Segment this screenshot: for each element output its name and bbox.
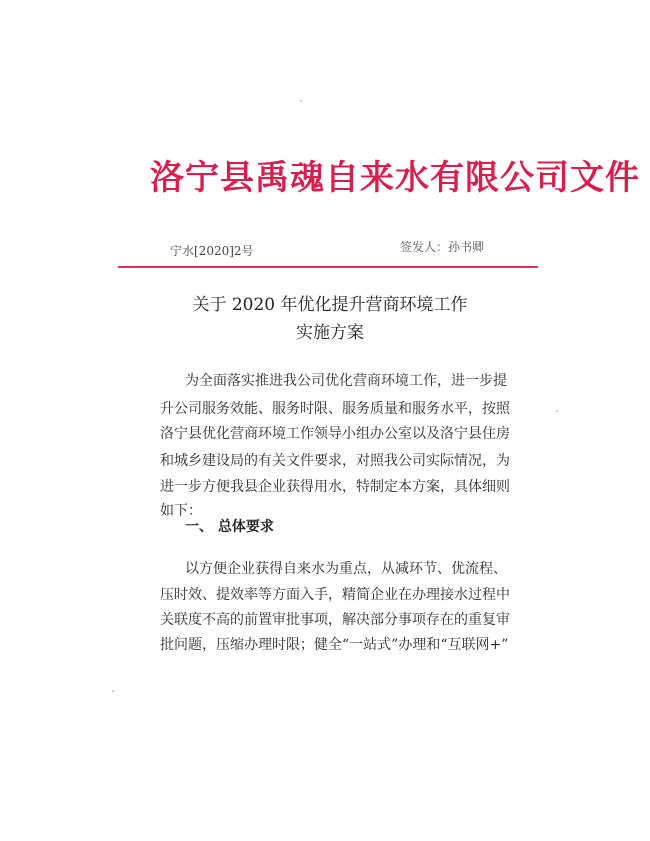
section-line: 压时效、提效率等方面入手，精简企业在办理接水过程中 <box>160 587 510 603</box>
intro-line: 洛宁县优化营商环境工作领导小组办公室以及洛宁县住房 <box>160 426 510 442</box>
section-line: 关联度不高的前置审批事项，解决部分事项存在的重复审 <box>160 612 510 628</box>
org-header-title: 洛宁县禹魂自来水有限公司文件 <box>150 158 640 198</box>
scan-speck <box>300 100 302 102</box>
section-line: 批问题，压缩办理时限；健全“一站式”办理和“互联网+” <box>160 637 509 653</box>
section-line: 以方便企业获得自来水为重点，从减环节、优流程、 <box>185 561 507 577</box>
intro-line: 进一步方便我县企业获得用水，特制定本方案，具体细则 <box>160 479 510 495</box>
document-title-line-1: 关于 2020 年优化提升营商环境工作 <box>192 295 468 315</box>
intro-line: 升公司服务效能、服务时限、服务质量和服务水平，按照 <box>160 401 510 417</box>
scan-speck <box>556 410 558 412</box>
intro-line: 如下： <box>160 503 202 519</box>
issuer-signature: 签发人：孙书卿 <box>400 240 485 254</box>
intro-line: 为全面落实推进我公司优化营商环境工作，进一步提 <box>185 373 507 389</box>
section-heading: 一、 总体要求 <box>185 519 274 535</box>
intro-line: 和城乡建设局的有关文件要求，对照我公司实际情况，为 <box>160 453 510 469</box>
document-title-line-2: 实施方案 <box>296 323 364 343</box>
red-divider-line <box>118 266 538 268</box>
document-number: 宁水[2020]2号 <box>170 244 254 258</box>
scan-speck <box>112 690 114 692</box>
